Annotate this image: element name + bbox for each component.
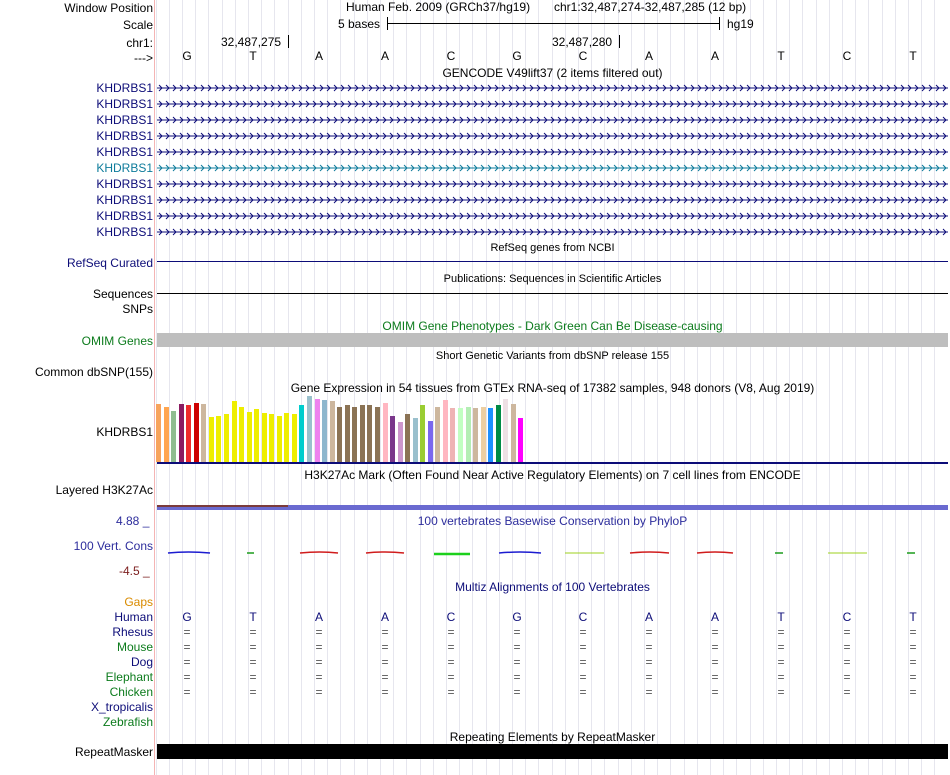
multiz-match-mark: = (711, 685, 719, 699)
coord-tick-mark-1 (288, 35, 289, 48)
gtex-tissue-bar[interactable] (179, 404, 184, 462)
conservation-max-label: 4.88 _ (116, 514, 150, 528)
gencode-transcript-line[interactable] (157, 147, 948, 157)
gtex-tissue-bar[interactable] (458, 408, 463, 462)
gencode-transcript-label[interactable]: KHDRBS1 (96, 81, 153, 95)
multiz-human-base: A (380, 610, 389, 624)
strand-arrow-label[interactable]: ---> (134, 51, 153, 65)
multiz-match-mark: = (909, 670, 917, 684)
publications-line[interactable] (157, 293, 948, 294)
multiz-match-mark: = (183, 655, 191, 669)
omim-track-title[interactable]: OMIM Gene Phenotypes - Dark Green Can Be Disease-causing (382, 319, 723, 333)
gtex-tissue-bar[interactable] (367, 405, 372, 462)
coord-tick-2: 32,487,280 (552, 35, 613, 49)
refseq-gene-line[interactable] (157, 261, 948, 262)
gtex-tissue-bar[interactable] (307, 396, 312, 462)
multiz-track-title[interactable]: Multiz Alignments of 100 Vertebrates (455, 580, 650, 594)
gtex-tissue-bar[interactable] (420, 405, 425, 462)
multiz-match-mark: = (645, 640, 653, 654)
multiz-match-mark: = (315, 625, 323, 639)
gtex-tissue-bar[interactable] (413, 418, 418, 462)
multiz-match-mark: = (183, 670, 191, 684)
multiz-human-base: T (777, 610, 785, 624)
omim-genes-label[interactable]: OMIM Genes (81, 334, 153, 348)
multiz-match-mark: = (513, 640, 521, 654)
coord-tick-mark-2 (619, 35, 620, 48)
gtex-tissue-bar[interactable] (299, 405, 304, 462)
multiz-match-mark: = (447, 640, 455, 654)
gencode-transcript-label[interactable]: KHDRBS1 (96, 113, 153, 127)
multiz-human-base: A (644, 610, 653, 624)
multiz-match-mark: = (711, 655, 719, 669)
multiz-match-mark: = (711, 640, 719, 654)
gencode-transcript-line[interactable] (157, 163, 948, 173)
multiz-match-mark: = (579, 625, 587, 639)
gtex-tissue-bar[interactable] (503, 399, 508, 462)
base-letter: A (644, 49, 653, 63)
gtex-tissue-bar[interactable] (345, 405, 350, 462)
gtex-tissue-bar[interactable] (383, 403, 388, 462)
multiz-human-base: A (314, 610, 323, 624)
multiz-match-mark: = (447, 670, 455, 684)
multiz-match-mark: = (645, 670, 653, 684)
multiz-human-base: C (578, 610, 588, 624)
multiz-match-mark: = (315, 670, 323, 684)
gtex-tissue-bar[interactable] (171, 411, 176, 462)
multiz-match-mark: = (381, 670, 389, 684)
gtex-tissue-bar[interactable] (322, 400, 327, 462)
gtex-tissue-bar[interactable] (360, 405, 365, 462)
h3k27ac-track-title[interactable]: H3K27Ac Mark (Often Found Near Active Regulatory Elements) on 7 cell lines from ENCODE (304, 468, 801, 482)
multiz-species-label[interactable]: Human (114, 610, 153, 624)
multiz-match-mark: = (183, 625, 191, 639)
multiz-match-mark: = (249, 625, 257, 639)
gencode-transcript-label[interactable]: KHDRBS1 (96, 145, 153, 159)
multiz-match-mark: = (843, 655, 851, 669)
multiz-species-label[interactable]: Zebrafish (102, 715, 153, 729)
scale-bar (387, 17, 720, 30)
multiz-match-mark: = (513, 670, 521, 684)
gtex-tissue-bar[interactable] (194, 403, 199, 462)
refseq-curated-label[interactable]: RefSeq Curated (66, 256, 153, 270)
scale-label: Scale (122, 18, 153, 32)
gtex-tissue-bar[interactable] (224, 414, 229, 462)
publications-sequences-label[interactable]: Sequences (92, 287, 153, 301)
repeatmasker-track-title[interactable]: Repeating Elements by RepeatMasker (449, 730, 656, 744)
conservation-label[interactable]: 100 Vert. Cons (73, 539, 153, 553)
publications-snps-label[interactable]: SNPs (122, 302, 153, 316)
gtex-tissue-bar[interactable] (496, 405, 501, 462)
gtex-tissue-bar[interactable] (450, 408, 455, 462)
multiz-match-mark: = (777, 625, 785, 639)
gtex-track-title[interactable]: Gene Expression in 54 tissues from GTEx RNA-seq of 17382 samples, 948 donors (V8, Aug 2019) (290, 381, 815, 395)
base-letter: C (578, 49, 588, 63)
gtex-tissue-bar[interactable] (262, 413, 267, 462)
multiz-match-mark: = (843, 640, 851, 654)
multiz-match-mark: = (249, 670, 257, 684)
multiz-match-mark: = (513, 685, 521, 699)
multiz-match-mark: = (579, 640, 587, 654)
multiz-human-base: C (446, 610, 456, 624)
gtex-tissue-bar[interactable] (284, 413, 289, 462)
multiz-species-label[interactable]: Rhesus (112, 625, 153, 639)
multiz-match-mark: = (843, 670, 851, 684)
multiz-gaps-label[interactable]: Gaps (124, 595, 153, 609)
multiz-match-mark: = (513, 625, 521, 639)
multiz-match-mark: = (447, 685, 455, 699)
gencode-transcript-line[interactable] (157, 211, 948, 221)
gtex-gene-model (157, 462, 948, 464)
multiz-match-mark: = (645, 685, 653, 699)
gtex-tissue-bar[interactable] (186, 405, 191, 462)
gencode-transcript-label[interactable]: KHDRBS1 (96, 209, 153, 223)
multiz-match-mark: = (645, 655, 653, 669)
publications-track-title[interactable]: Publications: Sequences in Scientific Articles (443, 273, 662, 285)
repeatmasker-label[interactable]: RepeatMasker (74, 745, 153, 759)
multiz-match-mark: = (711, 670, 719, 684)
base-letter: T (909, 49, 917, 63)
gtex-tissue-bar[interactable] (209, 417, 214, 462)
base-letter: T (777, 49, 785, 63)
conservation-track-title[interactable]: 100 vertebrates Basewise Conservation by PhyloP (417, 514, 688, 528)
gencode-transcript-line[interactable] (157, 99, 948, 109)
omim-gene-bar[interactable] (157, 333, 948, 347)
gencode-track-title[interactable]: GENCODE V49lift37 (2 items filtered out) (442, 66, 663, 80)
base-letter: A (710, 49, 719, 63)
multiz-match-mark: = (843, 625, 851, 639)
assembly-title: Human Feb. 2009 (GRCh37/hg19) (346, 0, 531, 14)
gencode-transcript-line[interactable] (157, 179, 948, 189)
position-readout: chr1:32,487,274-32,487,285 (12 bp) (554, 0, 747, 14)
multiz-match-mark: = (777, 685, 785, 699)
gtex-tissue-bar[interactable] (428, 421, 433, 462)
multiz-match-mark: = (777, 640, 785, 654)
chr-label: chr1: (126, 36, 153, 50)
multiz-match-mark: = (249, 685, 257, 699)
gtex-tissue-bar[interactable] (156, 404, 161, 462)
multiz-match-mark: = (645, 625, 653, 639)
gtex-tissue-bar[interactable] (511, 404, 516, 462)
gtex-tissue-bar[interactable] (435, 407, 440, 462)
multiz-match-mark: = (909, 625, 917, 639)
base-letter: T (249, 49, 257, 63)
gencode-transcript-label[interactable]: KHDRBS1 (96, 129, 153, 143)
conservation-min-label: -4.5 _ (119, 564, 150, 578)
multiz-match-mark: = (579, 670, 587, 684)
gtex-tissue-bar[interactable] (398, 422, 403, 462)
multiz-match-mark: = (447, 655, 455, 669)
multiz-species-label[interactable]: X_tropicalis (90, 700, 153, 714)
base-letter: A (380, 49, 389, 63)
gtex-tissue-bar[interactable] (390, 416, 395, 462)
gtex-tissue-bar[interactable] (443, 400, 448, 462)
multiz-species-label[interactable]: Elephant (105, 670, 153, 684)
gencode-transcript-line[interactable] (157, 227, 948, 237)
gencode-transcript-label[interactable]: KHDRBS1 (96, 97, 153, 111)
scale-text: 5 bases (338, 17, 381, 31)
gencode-transcript-line[interactable] (157, 131, 948, 141)
multiz-match-mark: = (381, 655, 389, 669)
multiz-match-mark: = (249, 655, 257, 669)
repeatmasker-element[interactable] (157, 744, 948, 759)
multiz-match-mark: = (315, 640, 323, 654)
multiz-match-mark: = (777, 655, 785, 669)
gencode-transcript-line[interactable] (157, 115, 948, 125)
gtex-tissue-bar[interactable] (488, 408, 493, 462)
multiz-match-mark: = (381, 685, 389, 699)
h3k27ac-label[interactable]: Layered H3K27Ac (55, 483, 153, 497)
gtex-tissue-bar[interactable] (352, 407, 357, 462)
gtex-tissue-bar[interactable] (254, 409, 259, 462)
base-letter: G (182, 49, 192, 63)
multiz-match-mark: = (249, 640, 257, 654)
gtex-tissue-bar[interactable] (337, 407, 342, 462)
base-letter: C (842, 49, 852, 63)
multiz-match-mark: = (513, 655, 521, 669)
multiz-match-mark: = (315, 685, 323, 699)
h3k27ac-signal-dark (157, 505, 288, 507)
gtex-tissue-bar[interactable] (518, 418, 523, 462)
base-letter: C (446, 49, 456, 63)
coord-tick-1: 32,487,275 (221, 35, 282, 49)
multiz-human-base: T (909, 610, 917, 624)
multiz-species-label[interactable]: Dog (130, 655, 153, 669)
gtex-tissue-bar[interactable] (315, 399, 320, 462)
multiz-match-mark: = (777, 670, 785, 684)
gencode-transcript-label[interactable]: KHDRBS1 (96, 225, 153, 239)
gencode-transcript-label[interactable]: KHDRBS1 (96, 193, 153, 207)
db-label: hg19 (727, 17, 754, 31)
common-dbsnp-label[interactable]: Common dbSNP(155) (34, 365, 153, 379)
multiz-human-base: C (842, 610, 852, 624)
multiz-match-mark: = (447, 625, 455, 639)
multiz-match-mark: = (315, 655, 323, 669)
gencode-transcript-label[interactable]: KHDRBS1 (96, 177, 153, 191)
gtex-tissue-bar[interactable] (466, 407, 471, 462)
multiz-species-label[interactable]: Chicken (109, 685, 153, 699)
gtex-tissue-bar[interactable] (216, 416, 221, 462)
dbsnp-track-title[interactable]: Short Genetic Variants from dbSNP release 155 (435, 350, 670, 362)
gtex-tissue-bar[interactable] (239, 407, 244, 462)
gtex-tissue-bar[interactable] (405, 414, 410, 462)
gtex-gene-label[interactable]: KHDRBS1 (96, 425, 153, 439)
multiz-match-mark: = (711, 625, 719, 639)
gtex-tissue-bar[interactable] (473, 408, 478, 462)
gtex-tissue-bar[interactable] (232, 401, 237, 462)
multiz-human-base: A (710, 610, 719, 624)
multiz-match-mark: = (579, 685, 587, 699)
gtex-tissue-bar[interactable] (201, 404, 206, 462)
window-position-label: Window Position (64, 1, 153, 15)
gtex-tissue-bar[interactable] (292, 414, 297, 462)
base-letter: A (314, 49, 323, 63)
gtex-tissue-bar[interactable] (330, 401, 335, 462)
multiz-match-mark: = (909, 685, 917, 699)
multiz-match-mark: = (909, 640, 917, 654)
multiz-human-base: T (249, 610, 257, 624)
multiz-human-base: G (182, 610, 192, 624)
gtex-tissue-bar[interactable] (269, 414, 274, 462)
multiz-match-mark: = (843, 685, 851, 699)
gencode-transcript-line[interactable] (157, 195, 948, 205)
gtex-tissue-bar[interactable] (375, 407, 380, 462)
conservation-plot[interactable] (155, 545, 950, 561)
multiz-match-mark: = (183, 640, 191, 654)
multiz-match-mark: = (381, 625, 389, 639)
gtex-tissue-bar[interactable] (164, 407, 169, 462)
multiz-species-label[interactable]: Mouse (116, 640, 153, 654)
gtex-tissue-bar[interactable] (277, 416, 282, 462)
multiz-match-mark: = (381, 640, 389, 654)
multiz-human-base: G (512, 610, 522, 624)
refseq-track-title[interactable]: RefSeq genes from NCBI (490, 242, 615, 254)
base-letter: G (512, 49, 522, 63)
multiz-match-mark: = (183, 685, 191, 699)
gtex-tissue-bar[interactable] (481, 407, 486, 462)
gtex-tissue-bar[interactable] (247, 412, 252, 462)
gencode-transcript-label[interactable]: KHDRBS1 (96, 161, 153, 175)
gencode-transcript-line[interactable] (157, 83, 948, 93)
multiz-match-mark: = (909, 655, 917, 669)
multiz-match-mark: = (579, 655, 587, 669)
